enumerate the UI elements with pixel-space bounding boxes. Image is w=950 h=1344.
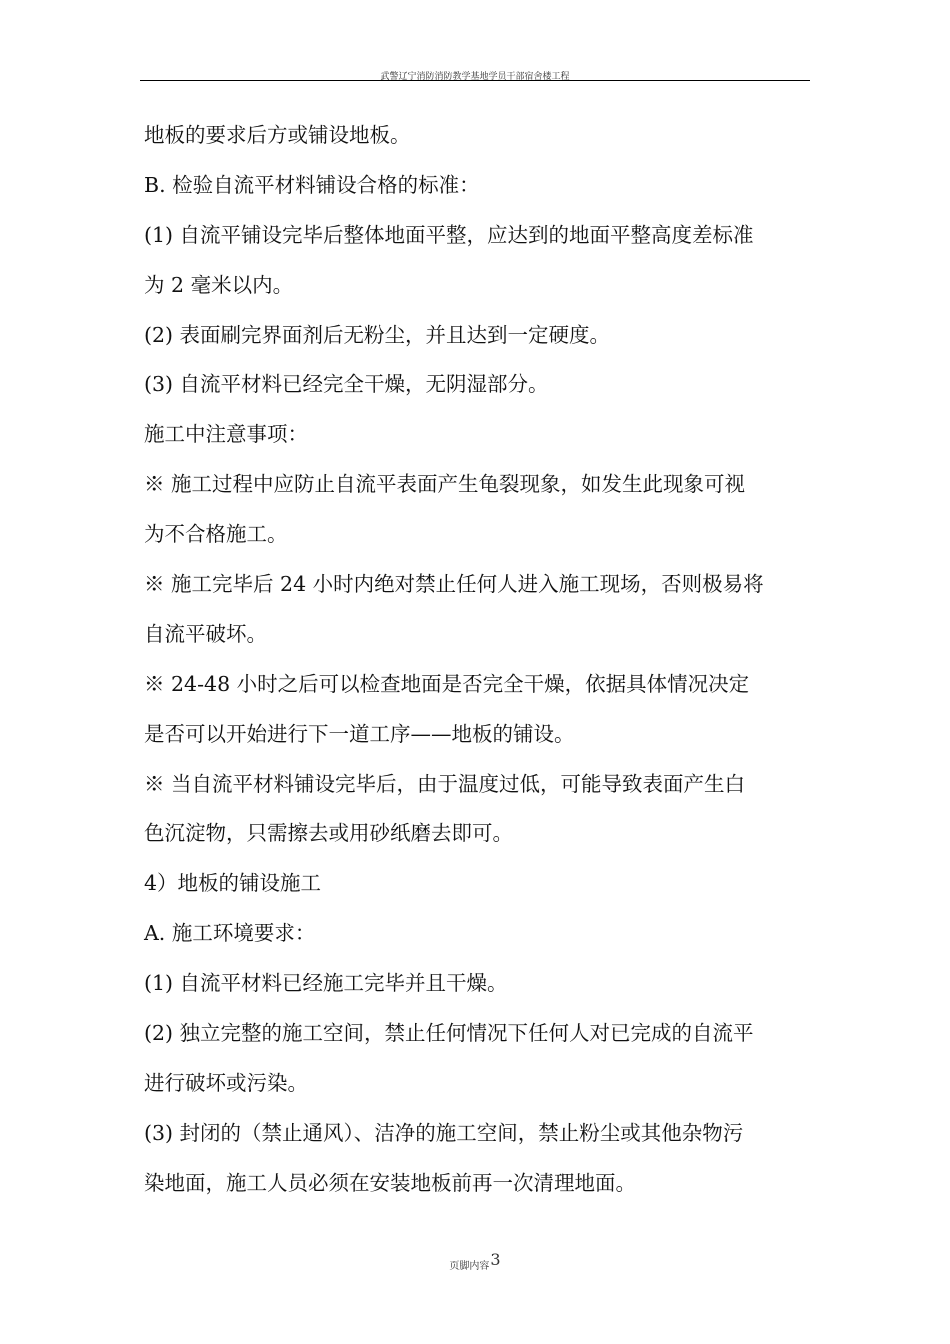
text-line: 色沉淀物，只需擦去或用砂纸磨去即可。 (144, 821, 513, 846)
text-line: (1) 自流平材料已经施工完毕并且干燥。 (144, 971, 508, 996)
text-line: 自流平破坏。 (144, 621, 267, 646)
text-line: ※ 当自流平材料铺设完毕后，由于温度过低，可能导致表面产生白 (144, 771, 746, 796)
text-line: ※ 施工完毕后 24 小时内绝对禁止任何人进入施工现场，否则极易将 (144, 572, 764, 597)
header-rule (140, 80, 810, 81)
text-line: (2) 表面刷完界面剂后无粉尘，并且达到一定硬度。 (144, 322, 611, 347)
section-heading: 4）地板的铺设施工 (144, 871, 322, 896)
page-header: 武警辽宁消防消防教学基地学员干部宿舍楼工程 (380, 72, 570, 82)
text-line: 施工中注意事项： (144, 422, 308, 447)
footer-label: 页脚内容 (449, 1261, 490, 1272)
text-line: (3) 自流平材料已经完全干燥，无阴湿部分。 (144, 372, 549, 397)
text-line: 地板的要求后方或铺设地板。 (144, 123, 411, 147)
text-line: 为不合格施工。 (144, 522, 288, 547)
text-line: 为 2 毫米以内。 (144, 272, 294, 297)
text-line: (3) 封闭的（禁止通风）、洁净的施工空间，禁止粉尘或其他杂物污 (144, 1120, 744, 1145)
page-footer (0, 1250, 950, 1272)
text-line: 染地面，施工人员必须在安装地板前再一次清理地面。 (144, 1170, 636, 1195)
text-line: 进行破坏或污染。 (144, 1070, 308, 1095)
text-line: 是否可以开始进行下一道工序——地板的铺设。 (144, 721, 575, 746)
document-body (144, 117, 810, 1215)
text-line: ※ 施工过程中应防止自流平表面产生龟裂现象，如发生此现象可视 (144, 472, 746, 497)
text-line: ※ 24-48 小时之后可以检查地面是否完全干燥，依据具体情况决定 (144, 671, 750, 696)
text-line: A. 施工环境要求： (144, 921, 316, 946)
text-line: B. 检验自流平材料铺设合格的标准： (144, 172, 480, 197)
page-number: 3 (490, 1250, 501, 1269)
text-line: (2) 独立完整的施工空间，禁止任何情况下任何人对已完成的自流平 (144, 1021, 754, 1046)
text-line: (1) 自流平铺设完毕后整体地面平整，应达到的地面平整高度差标准 (144, 222, 754, 247)
